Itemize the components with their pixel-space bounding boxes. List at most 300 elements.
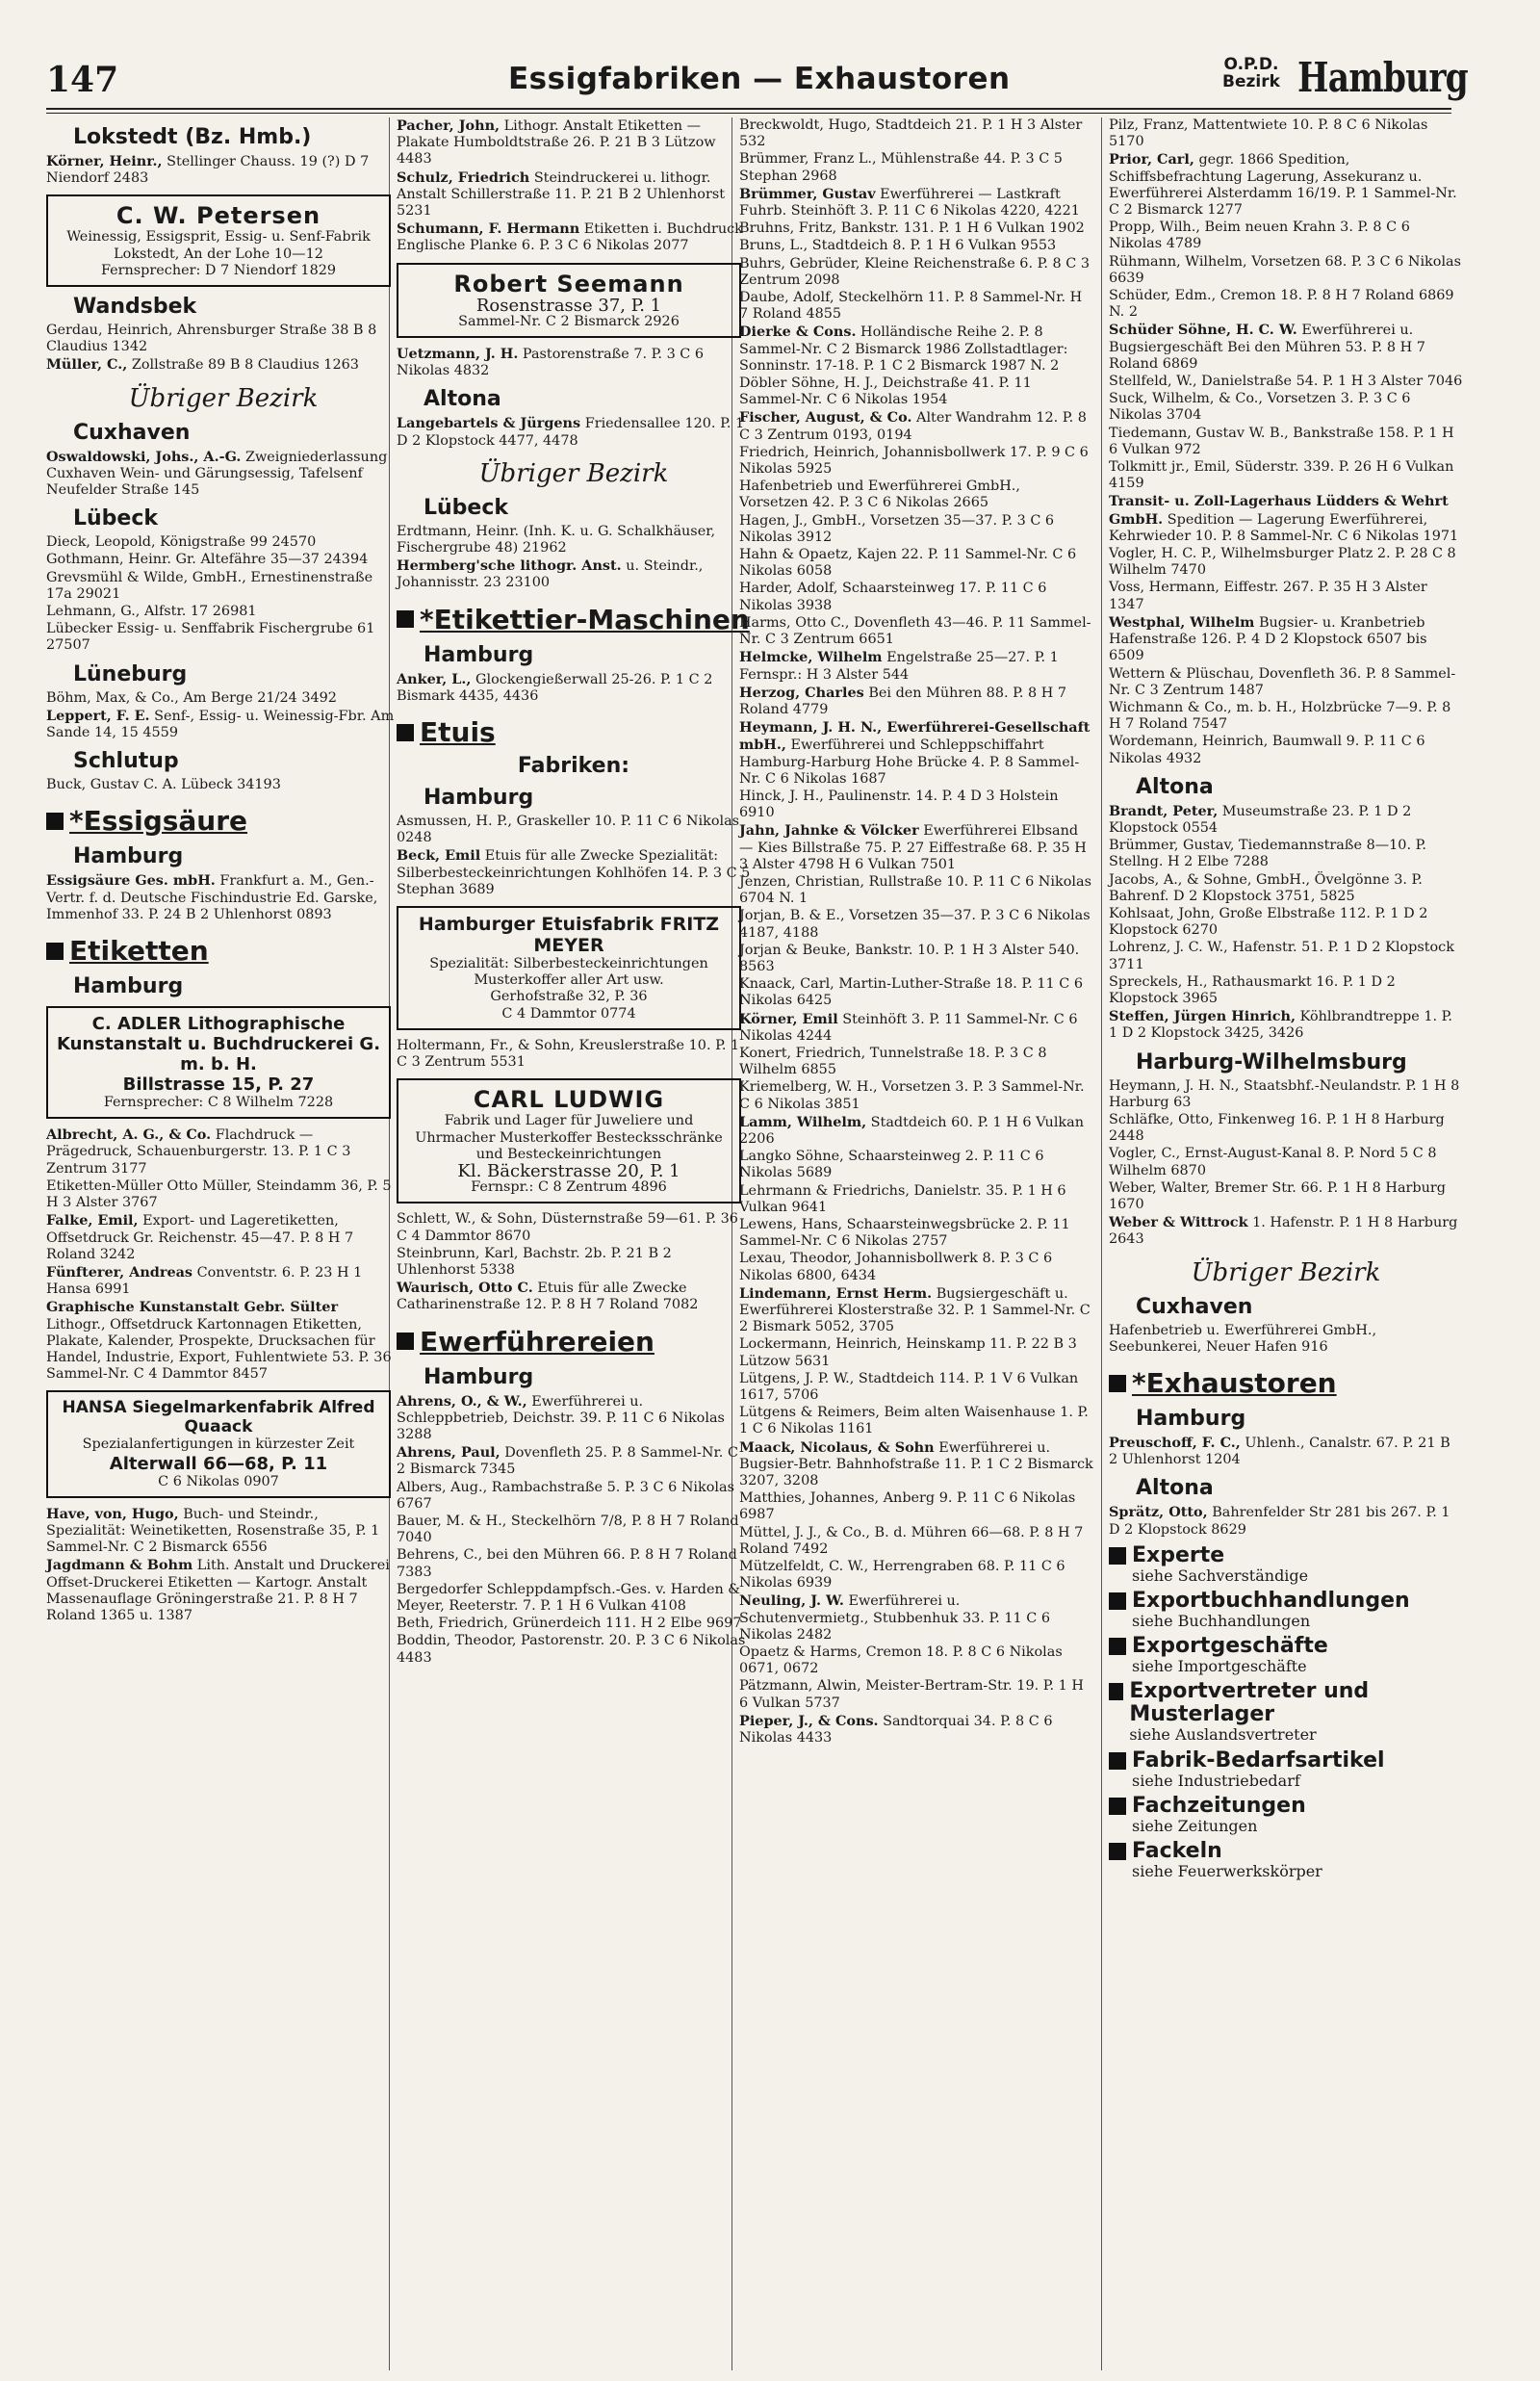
advert-text: Fabrik und Lager für Juweliere und Uhrmacher Musterkoffer Bestecksschränke und Besteckeinrichtungen — [415, 1113, 723, 1162]
section-square-icon — [397, 610, 414, 628]
advert-title: HANSA Siegelmarkenfabrik Alfred Quaack — [62, 1398, 375, 1437]
section-square-icon — [397, 1333, 414, 1350]
column-1 — [46, 117, 400, 1625]
entry-name: Pieper, J., & Cons. — [739, 1712, 879, 1729]
list-item — [46, 1557, 400, 1624]
entry-name: Uetzmann, J. H. — [397, 346, 519, 363]
advert-text: Kl. Bäckerstrasse 20, P. 1 — [457, 1160, 680, 1181]
advert-box — [397, 1078, 741, 1203]
entry-name: Oswaldowski, Johs., A.-G. — [46, 448, 242, 465]
advert-text: Sammel-Nr. C 2 Bismarck 2926 — [458, 313, 680, 329]
entry-name: Ahrens, O., & W., — [397, 1392, 527, 1410]
list-item: Opaetz & Harms, Cremon 18. P. 8 C 6 Nikolas 0671, 0672 — [739, 1644, 1063, 1677]
list-item — [739, 186, 1093, 220]
list-item: Daube, Adolf, Steckelhörn 11. P. 8 Sammel-Nr. H 7 Roland 4855 — [739, 290, 1083, 323]
entry-text: Zollstraße 89 B 8 Claudius 1263 — [131, 357, 359, 374]
section-square-icon — [1109, 1798, 1126, 1815]
cross-reference — [1109, 1795, 1463, 1834]
entry-name: Schulz, Friedrich — [397, 168, 530, 186]
reference-title: Exportbuchhandlungen — [1132, 1589, 1410, 1614]
entry-name: Fünfterer, Andreas — [46, 1263, 193, 1281]
list-item: Stellfeld, W., Danielstraße 54. P. 1 H 3 Alster 7046 — [1109, 374, 1463, 390]
entry-name: Brandt, Peter, — [1109, 802, 1219, 819]
section-heading — [46, 935, 400, 967]
list-item — [739, 649, 1093, 683]
list-item — [739, 719, 1093, 788]
list-item: Breckwoldt, Hugo, Stadtdeich 21. P. 1 H 3 Alster 532 — [739, 117, 1083, 150]
list-item — [739, 1011, 1093, 1045]
list-item: Gothmann, Heinr. Gr. Altefähre 35—37 24394 — [46, 552, 369, 568]
list-item: Lexau, Theodor, Johannisbollwerk 8. P. 3 C 6 Nikolas 6800, 6434 — [739, 1251, 1053, 1283]
section-heading — [46, 805, 400, 837]
list-item: Tiedemann, Gustav W. B., Bankstraße 158. P. 1 H 6 Vulkan 972 — [1109, 425, 1454, 457]
entry-text: Lith. Anstalt und Druckerei Offset-Druckerei Etiketten — Kartogr. Anstalt Massenauflage Gröningerstraße 21. P. 8 H 7 Roland 1365 u. 1387 — [46, 1558, 390, 1623]
entry-name: Körner, Emil — [739, 1010, 838, 1027]
entry-text: Bugsiergeschäft u. Ewerführerei Klosterstraße 32. P. 1 Sammel-Nr. C 2 Bismark 5052, 3705 — [739, 1285, 1091, 1335]
entry-text: Ewerführerei u. Schutenvermietg., Stubbenhuk 33. P. 11 C 6 Nikolas 2482 — [739, 1593, 1050, 1643]
list-item — [1109, 1435, 1463, 1468]
entry-name: Langebartels & Jürgens — [397, 415, 581, 432]
section-title: *Essigsäure — [69, 805, 248, 838]
cross-reference — [1109, 1749, 1463, 1789]
list-item: Bruns, L., Stadtdeich 8. P. 1 H 6 Vulkan 9553 — [739, 238, 1057, 254]
reference-title: Experte — [1132, 1542, 1225, 1567]
entry-name: Helmcke, Wilhelm — [739, 649, 883, 666]
entry-text: Ewerführerei u. Schleppbetrieb, Deichstr. 39. P. 11 C 6 Nikolas 3288 — [397, 1393, 725, 1442]
entry-name: Lamm, Wilhelm, — [739, 1113, 867, 1130]
header-rule-thin — [46, 113, 1451, 114]
section-square-icon — [1109, 1752, 1126, 1770]
list-item — [46, 449, 400, 500]
advert-text: Weinessig, Essigsprit, Essig- u. Senf-Fabrik — [66, 229, 371, 246]
city-heading: Cuxhaven — [73, 420, 191, 445]
advert-text: Gerhofstraße 32, P. 36 — [490, 989, 648, 1005]
list-item: Spreckels, H., Rathausmarkt 16. P. 1 D 2 Klopstock 3965 — [1109, 973, 1396, 1006]
list-item: Hagen, J., GmbH., Vorsetzen 35—37. P. 3 C 6 Nikolas 3912 — [739, 512, 1055, 545]
entry-text: Export- und Lageretiketten, Offsetdruck Gr. Reichenstr. 45—47. P. 8 H 7 Roland 3242 — [46, 1213, 354, 1262]
reference-see: siehe Sachverständige — [1132, 1566, 1309, 1585]
list-item — [46, 708, 400, 741]
list-item: Lütgens, J. P. W., Stadtdeich 114. P. 1 V 6 Vulkan 1617, 5706 — [739, 1370, 1079, 1404]
city-heading: Hamburg — [424, 786, 534, 811]
entry-name: Körner, Heinr., — [46, 153, 163, 169]
advert-text: Spezialität: Silberbesteckeinrichtungen Musterkoffer aller Art usw. — [429, 956, 708, 989]
entry-name: Ahrens, Paul, — [397, 1444, 500, 1462]
advert-title: Robert Seemann — [453, 270, 684, 298]
entry-text: Stadtdeich 60. P. 1 H 6 Vulkan 2206 — [739, 1114, 1084, 1147]
entry-name: Herzog, Charles — [739, 684, 864, 701]
list-item — [46, 1299, 400, 1383]
list-item — [46, 153, 400, 187]
column-2 — [397, 117, 751, 1668]
list-item: Bauer, M. & H., Steckelhörn 7/8, P. 8 H 7 Roland 7040 — [397, 1513, 739, 1546]
entry-text: Flachdruck — Prägedruck, Schauenburgerstr. 13. P. 1 C 3 Zentrum 3177 — [46, 1127, 351, 1177]
advert-text: Fernsprecher: D 7 Niendorf 1829 — [100, 262, 337, 278]
list-item: Buhrs, Gebrüder, Kleine Reichenstraße 6. P. 8 C 3 Zentrum 2098 — [739, 255, 1090, 288]
city-heading: Hamburg — [1136, 1407, 1246, 1431]
city-heading: Hamburg — [424, 1364, 534, 1389]
list-item: Brümmer, Gustav, Tiedemannstraße 8—10. P. Stellng. H 2 Elbe 7288 — [1109, 838, 1426, 870]
reference-title: Fackeln — [1132, 1839, 1222, 1864]
entry-text: Bahrenfelder Str 281 bis 267. P. 1 D 2 Klopstock 8629 — [1109, 1505, 1450, 1538]
list-item: Mützelfeldt, C. W., Herrengraben 68. P. 11 C 6 Nikolas 6939 — [739, 1559, 1065, 1592]
list-item — [397, 1280, 751, 1313]
list-item: Lübecker Essig- u. Senffabrik Fischergrube 61 27507 — [46, 621, 375, 654]
section-square-icon — [1109, 1375, 1126, 1392]
section-heading — [397, 604, 751, 635]
reference-see: siehe Feuerwerkskörper — [1132, 1862, 1322, 1881]
section-square-icon — [1109, 1683, 1123, 1700]
entry-text: Museumstraße 23. P. 1 D 2 Klopstock 0554 — [1109, 803, 1412, 836]
section-square-icon — [46, 943, 64, 960]
district-heading: Übriger Bezirk — [1191, 1257, 1381, 1287]
entry-text: Dovenfleth 25. P. 8 Sammel-Nr. C 2 Bismarck 7345 — [397, 1445, 738, 1478]
entry-name: Dierke & Cons. — [739, 324, 857, 341]
list-item: Lockermann, Heinrich, Heinskamp 11. P. 22 B 3 Lützow 5631 — [739, 1336, 1077, 1369]
entry-text: Senf-, Essig- u. Weinessig-Fbr. Am Sande 14, 15 4559 — [46, 708, 395, 741]
reference-title: Fachzeitungen — [1132, 1793, 1306, 1818]
list-item: Vogler, C., Ernst-August-Kanal 8. P. Nord 5 C 8 Wilhelm 6870 — [1109, 1146, 1437, 1178]
entry-text: Conventstr. 6. P. 23 H 1 Hansa 6991 — [46, 1264, 363, 1298]
entry-text: Alter Wandrahm 12. P. 8 C 3 Zentrum 0193, 0194 — [739, 410, 1087, 443]
entry-name: Prior, Carl, — [1109, 151, 1194, 168]
column-3 — [739, 117, 1093, 1747]
list-item: Voss, Hermann, Eiffestr. 267. P. 35 H 3 Alster 1347 — [1109, 580, 1427, 612]
entry-name: Graphische Kunstanstalt Gebr. Sülter — [46, 1299, 339, 1316]
entry-text: Etuis für alle Zwecke Catharinenstraße 12. P. 8 H 7 Roland 7082 — [397, 1281, 699, 1313]
entry-text: Bugsier- u. Kranbetrieb Hafenstraße 126. P. 4 D 2 Klopstock 6507 bis 6509 — [1109, 614, 1427, 664]
entry-text: Zweigniederlassung Cuxhaven Wein- und Gärungsessig, Tafelsenf Neufelder Straße 145 — [46, 449, 388, 499]
entry-text: Bei den Mühren 88. P. 8 H 7 Roland 4779 — [739, 685, 1067, 717]
list-item: Beth, Friedrich, Grünerdeich 111. H 2 Elbe 9697 — [397, 1616, 742, 1632]
list-item — [1109, 322, 1463, 373]
list-item: Vogler, H. C. P., Wilhelmsburger Platz 2. P. 28 C 8 Wilhelm 7470 — [1109, 546, 1456, 579]
list-item: Grevsmühl & Wilde, GmbH., Ernestinenstraße 17a 29021 — [46, 569, 373, 602]
list-item: Propp, Wilh., Beim neuen Krahn 3. P. 8 C 6 Nikolas 4789 — [1109, 220, 1410, 252]
cross-reference-list — [1109, 1544, 1463, 1879]
advert-box — [46, 1390, 391, 1497]
list-item: Kriemelberg, W. H., Vorsetzen 3. P. 3 Sammel-Nr. C 6 Nikolas 3851 — [739, 1079, 1085, 1112]
list-item: Jorjan & Beuke, Bankstr. 10. P. 1 H 3 Alster 540. 8563 — [739, 942, 1080, 974]
list-item — [1109, 493, 1463, 545]
entry-name: Brümmer, Gustav — [739, 185, 876, 202]
entry-name: Lindemann, Ernst Herm. — [739, 1284, 933, 1302]
list-item — [739, 1592, 1093, 1643]
advert-text: Lokstedt, An der Lohe 10—12 — [114, 246, 323, 262]
entry-text: Engelstraße 25—27. P. 1 Fernspr.: H 3 Alster 544 — [739, 650, 1059, 683]
advert-title: C. ADLER Lithographische Kunstanstalt u. Buchdruckerei G. m. b. H. — [56, 1014, 381, 1075]
entry-name: Anker, L., — [397, 670, 472, 687]
entry-text: Etiketten i. Buchdruck Englische Planke 6. P. 3 C 6 Nikolas 2077 — [397, 221, 743, 254]
city-heading: Lübeck — [73, 506, 159, 531]
section-title: *Etikettier-Maschinen — [420, 603, 750, 635]
city-heading: Lübeck — [424, 495, 509, 520]
district-heading: Übriger Bezirk — [478, 458, 669, 488]
city-heading: Altona — [1136, 1476, 1214, 1501]
advert-text: Fernspr.: C 8 Zentrum 4896 — [471, 1179, 667, 1196]
entry-text: Lithogr., Offsetdruck Kartonnagen Etiketten, Plakate, Kalender, Prospekte, Drucksachen für Handel, Industrie, Export, Fuhlentwiete 53. P. 36 Sammel-Nr. C 4 Dammtor 8457 — [46, 1316, 392, 1383]
entry-text: gegr. 1866 Spedition, Schiffsbefrachtung Lagerung, Assekuranz u. Ewerführerei Alsterdamm 16/19. P. 1 Sammel-Nr. C 2 Bismarck 1277 — [1109, 152, 1457, 219]
list-item: Buck, Gustav C. A. Lübeck 34193 — [46, 777, 281, 793]
list-item: Brümmer, Franz L., Mühlenstraße 44. P. 3 C 5 Stephan 2968 — [739, 151, 1063, 184]
section-title: Ewerführereien — [420, 1325, 654, 1358]
list-item: Wettern & Plüschau, Dovenfleth 36. P. 8 Sammel-Nr. C 3 Zentrum 1487 — [1109, 665, 1456, 698]
list-item: Jorjan, B. & E., Vorsetzen 35—37. P. 3 C 6 Nikolas 4187, 4188 — [739, 908, 1091, 941]
city-heading: Hamburg — [424, 642, 534, 667]
cross-reference — [1109, 1840, 1463, 1879]
entry-text: Ewerführerei — Lastkraft Fuhrb. Steinhöft 3. P. 11 C 6 Nikolas 4220, 4221 — [739, 186, 1080, 220]
list-item — [397, 346, 751, 379]
entry-name: Westphal, Wilhelm — [1109, 613, 1255, 631]
entry-name: Falke, Emil, — [46, 1212, 139, 1229]
list-item: Müttel, J. J., & Co., B. d. Mühren 66—68. P. 8 H 7 Roland 7492 — [739, 1524, 1084, 1557]
list-item: Wordemann, Heinrich, Baumwall 9. P. 11 C 6 Nikolas 4932 — [1109, 734, 1425, 766]
city-heading: Cuxhaven — [1136, 1294, 1253, 1319]
section-square-icon — [1109, 1638, 1126, 1655]
entry-name: Have, von, Hugo, — [46, 1505, 179, 1522]
entry-name: Weber & Wittrock — [1109, 1214, 1248, 1231]
entry-name: Hermberg'sche lithogr. Anst. — [397, 557, 622, 575]
list-item: Weber, Walter, Bremer Str. 66. P. 1 H 8 Harburg 1670 — [1109, 1179, 1446, 1212]
entry-name: Heymann, J. H. N., Ewerführerei-Gesellschaft mbH., — [739, 719, 1091, 754]
list-item: Suck, Wilhelm, & Co., Vorsetzen 3. P. 3 C 6 Nikolas 3704 — [1109, 391, 1411, 424]
list-item: Behrens, C., bei den Mühren 66. P. 8 H 7 Roland 7383 — [397, 1547, 737, 1580]
entry-text: Glockengießerwall 25-26. P. 1 C 2 Bismark 4435, 4436 — [397, 671, 713, 704]
section-square-icon — [397, 724, 414, 741]
advert-box — [397, 263, 741, 338]
list-item: Lehrmann & Friedrichs, Danielstr. 35. P. 1 H 6 Vulkan 9641 — [739, 1182, 1066, 1215]
list-item — [397, 169, 751, 220]
list-item — [1109, 614, 1463, 665]
list-item: Asmussen, H. P., Graskeller 10. P. 11 C 6 Nikolas 0248 — [397, 814, 740, 846]
list-item — [46, 1506, 400, 1557]
section-heading — [397, 716, 751, 748]
list-item: Schläfke, Otto, Finkenweg 16. P. 1 H 8 Harburg 2448 — [1109, 1111, 1445, 1145]
list-item — [397, 1393, 751, 1444]
list-item: Kohlsaat, John, Große Elbstraße 112. P. 1 D 2 Klopstock 6270 — [1109, 905, 1428, 939]
list-item — [397, 415, 751, 449]
reference-see: siehe Auslandsvertreter — [1129, 1725, 1317, 1745]
reference-see: siehe Industriebedarf — [1132, 1771, 1300, 1790]
reference-title: Exportgeschäfte — [1132, 1634, 1328, 1659]
list-item — [46, 356, 400, 374]
subheading: Fabriken: — [517, 754, 630, 779]
column-divider — [1101, 117, 1102, 2370]
list-item — [739, 685, 1093, 718]
list-item: Jacobs, A., & Sohne, GmbH., Övelgönne 3. P. Bahrenf. D 2 Klopstock 3751, 5825 — [1109, 871, 1423, 904]
entry-name: Preuschoff, F. C., — [1109, 1435, 1241, 1451]
list-item: Tolkmitt jr., Emil, Süderstr. 339. P. 26 H 6 Vulkan 4159 — [1109, 459, 1454, 492]
list-item — [1109, 151, 1463, 219]
cross-reference — [1109, 1680, 1463, 1743]
list-item: Holtermann, Fr., & Sohn, Kreuslerstraße 10. P. 1 C 3 Zentrum 5531 — [397, 1037, 740, 1071]
advert-text: C 6 Nikolas 0907 — [158, 1473, 279, 1489]
page-title: Essigfabriken — Exhaustoren — [508, 62, 1011, 96]
entry-name: Transit- u. Zoll-Lagerhaus Lüdders & Wehrt GmbH. — [1109, 493, 1449, 528]
section-title: *Exhaustoren — [1132, 1367, 1337, 1399]
entry-text: Ewerführerei u. Bugsier-Betr. Bahnhofstraße 11. P. 1 C 2 Bismarck 3207, 3208 — [739, 1439, 1093, 1489]
section-title: Etiketten — [69, 935, 209, 968]
list-item: Döbler Söhne, H. J., Deichstraße 41. P. 11 Sammel-Nr. C 6 Nikolas 1954 — [739, 375, 1032, 408]
advert-box — [46, 194, 391, 287]
list-item: Erdtmann, Heinr. (Inh. K. u. G. Schalkhäuser, Fischergrube 48) 21962 — [397, 523, 716, 556]
column-4 — [1109, 117, 1463, 1885]
advert-title: Hamburger Etuisfabrik FRITZ MEYER — [418, 914, 720, 957]
list-item — [397, 671, 751, 705]
entry-name: Neuling, J. W. — [739, 1592, 844, 1610]
advert-text: Fernsprecher: C 8 Wilhelm 7228 — [103, 1095, 334, 1111]
city-heading: Altona — [424, 387, 501, 412]
entry-text: Ewerführerei u. Bugsiergeschäft Bei den Mühren 53. P. 8 H 7 Roland 6869 — [1109, 323, 1425, 372]
entry-text: Stellinger Chauss. 19 (?) D 7 Niendorf 2483 — [46, 154, 370, 187]
list-item — [1109, 1214, 1463, 1248]
list-item — [1109, 803, 1463, 837]
entry-name: Jahn, Jahnke & Völcker — [739, 822, 919, 840]
list-item: Lehmann, G., Alfstr. 17 26981 — [46, 604, 257, 620]
list-item — [46, 1264, 400, 1298]
list-item — [739, 1285, 1093, 1336]
list-item — [739, 1439, 1093, 1490]
entry-text: Ewerführerei und Schleppschiffahrt Hamburg-Harburg Hohe Brücke 4. P. 8 Sammel-Nr. C 6 Nikolas 1687 — [739, 738, 1080, 787]
city-heading: Wandsbek — [73, 295, 197, 320]
list-item: Jenzen, Christian, Rullstraße 10. P. 11 C 6 Nikolas 6704 N. 1 — [739, 873, 1091, 907]
advert-box — [46, 1006, 391, 1119]
entry-text: Köhlbrandtreppe 1. P. 1 D 2 Klopstock 3425, 3426 — [1109, 1009, 1452, 1042]
entry-text: Etuis für alle Zwecke Spezialität: Silberbesteckeinrichtungen Kohlhöfen 14. P. 3 C 5 Stephan 3689 — [397, 848, 751, 897]
list-item — [739, 1114, 1093, 1148]
list-item: Harms, Otto C., Dovenfleth 43—46. P. 11 Sammel-Nr. C 3 Zentrum 6651 — [739, 614, 1091, 648]
city-heading: Lüneburg — [73, 661, 188, 686]
list-item — [739, 324, 1093, 375]
list-item: Albers, Aug., Rambachstraße 5. P. 3 C 6 Nikolas 6767 — [397, 1479, 734, 1512]
reference-title: Fabrik-Bedarfsartikel — [1132, 1747, 1385, 1773]
section-title: Etuis — [420, 716, 496, 749]
list-item: Schüder, Edm., Cremon 18. P. 8 H 7 Roland 6869 N. 2 — [1109, 288, 1454, 321]
cross-reference — [1109, 1544, 1463, 1584]
list-item: Bruhns, Fritz, Bankstr. 131. P. 1 H 6 Vulkan 1902 — [739, 220, 1085, 237]
list-item: Hahn & Opaetz, Kajen 22. P. 11 Sammel-Nr. C 6 Nikolas 6058 — [739, 547, 1077, 580]
header-rule — [46, 108, 1451, 110]
cross-reference — [1109, 1590, 1463, 1629]
list-item — [739, 1713, 1093, 1747]
section-square-icon — [1109, 1547, 1126, 1565]
list-item: Friedrich, Heinrich, Johannisbollwerk 17. P. 9 C 6 Nikolas 5925 — [739, 444, 1089, 478]
section-heading — [1109, 1367, 1463, 1399]
city-heading: Lokstedt (Bz. Hmb.) — [73, 125, 312, 149]
entry-text: Holländische Reihe 2. P. 8 Sammel-Nr. C 2 Bismarck 1986 Zollstadtlager: Sonninstr. 17-18. P. 1 C 2 Bismarck 1987 N. 2 — [739, 324, 1068, 374]
entry-text: Uhlenh., Canalstr. 67. P. 21 B 2 Uhlenhorst 1204 — [1109, 1436, 1450, 1468]
list-item: Lohrenz, J. C. W., Hafenstr. 51. P. 1 D 2 Klopstock 3711 — [1109, 940, 1454, 972]
list-item: Pätzmann, Alwin, Meister-Bertram-Str. 19. P. 1 H 6 Vulkan 5737 — [739, 1678, 1084, 1711]
header-city: Hamburg — [1297, 54, 1468, 101]
list-item: Heymann, J. H. N., Staatsbhf.-Neulandstr. P. 1 H 8 Harburg 63 — [1109, 1077, 1460, 1110]
entry-text: u. Steindr., Johannisstr. 23 23100 — [397, 558, 704, 591]
list-item: Knaack, Carl, Martin-Luther-Straße 18. P. 11 C 6 Nikolas 6425 — [739, 976, 1083, 1009]
entry-name: Müller, C., — [46, 356, 128, 374]
advert-text: Billstrasse 15, P. 27 — [122, 1074, 315, 1096]
list-item: Lütgens & Reimers, Beim alten Waisenhause 1. P. 1 C 6 Nikolas 1161 — [739, 1405, 1089, 1437]
entry-name: Jagdmann & Bohm — [46, 1557, 193, 1574]
list-item — [397, 557, 751, 591]
reference-title: Exportvertreter und Musterlager — [1129, 1679, 1370, 1727]
section-heading — [397, 1326, 751, 1358]
list-item: Hafenbetrieb und Ewerführerei GmbH., Vorsetzen 42. P. 3 C 6 Nikolas 2665 — [739, 479, 1020, 511]
advert-title: C. W. Petersen — [116, 202, 321, 230]
entry-text: Steinhöft 3. P. 11 Sammel-Nr. C 6 Nikolas 4244 — [739, 1011, 1078, 1044]
entry-name: Schumann, F. Hermann — [397, 220, 580, 238]
list-item — [397, 1444, 751, 1478]
reference-see: siehe Buchhandlungen — [1132, 1612, 1311, 1631]
list-item: Langko Söhne, Schaarsteinweg 2. P. 11 C 6 Nikolas 5689 — [739, 1149, 1044, 1181]
entry-name: Maack, Nicolaus, & Sohn — [739, 1438, 935, 1456]
list-item: Rühmann, Wilhelm, Vorsetzen 68. P. 3 C 6 Nikolas 6639 — [1109, 253, 1462, 286]
list-item: Hinck, J. H., Paulinenstr. 14. P. 4 D 3 Holstein 6910 — [739, 788, 1059, 821]
entry-text: Frankfurt a. M., Gen.-Vertr. f. d. Deutsche Fischindustrie Ed. Garske, Immenhof 33. P. 24 B 2 Uhlenhorst 0893 — [46, 873, 378, 922]
entry-text: 1. Hafenstr. P. 1 H 8 Harburg 2643 — [1109, 1215, 1458, 1248]
entry-name: Steffen, Jürgen Hinrich, — [1109, 1008, 1296, 1025]
entry-text: Lithogr. Anstalt Etiketten — Plakate Humboldtstraße 26. P. 21 B 3 Lützow 4483 — [397, 118, 716, 168]
entry-name: Fischer, August, & Co. — [739, 409, 912, 427]
opd-label — [1222, 56, 1280, 91]
list-item: Boddin, Theodor, Pastorenstr. 20. P. 3 C 6 Nikolas 4483 — [397, 1633, 746, 1666]
entry-text: Pastorenstraße 7. P. 3 C 6 Nikolas 4832 — [397, 347, 705, 379]
section-square-icon — [46, 813, 64, 830]
list-item — [46, 1212, 400, 1263]
entry-name: Leppert, F. E. — [46, 707, 150, 724]
list-item — [397, 117, 751, 168]
list-item — [397, 847, 751, 898]
city-heading: Harburg-Wilhelmsburg — [1136, 1049, 1407, 1074]
list-item: Pilz, Franz, Mattentwiete 10. P. 8 C 6 Nikolas 5170 — [1109, 117, 1428, 150]
list-item: Konert, Friedrich, Tunnelstraße 18. P. 3 C 8 Wilhelm 6855 — [739, 1045, 1047, 1078]
entry-text: Buch- und Steindr., Spezialität: Weinetiketten, Rosenstraße 35, P. 1 Sammel-Nr. C 2 Bismarck 6556 — [46, 1506, 380, 1556]
list-item — [739, 822, 1093, 873]
entry-name: Waurisch, Otto C. — [397, 1280, 533, 1297]
reference-see: siehe Importgeschäfte — [1132, 1657, 1307, 1676]
city-heading: Hamburg — [73, 844, 184, 869]
list-item — [1109, 1504, 1463, 1538]
entry-text: Spedition — Lagerung Ewerführerei, Kehrwieder 10. P. 8 Sammel-Nr. C 6 Nikolas 1971 — [1109, 511, 1459, 544]
list-item — [739, 409, 1093, 443]
advert-text: Spezialanfertigungen in kürzester Zeit — [82, 1436, 355, 1453]
list-item: Böhm, Max, & Co., Am Berge 21/24 3492 — [46, 689, 337, 706]
city-heading: Schlutup — [73, 749, 179, 774]
list-item: Etiketten-Müller Otto Müller, Steindamm 36, P. 5 H 3 Alster 3767 — [46, 1178, 392, 1211]
advert-text: C 4 Dammtor 0774 — [501, 1005, 636, 1022]
advert-text: Rosenstrasse 37, P. 1 — [475, 295, 662, 316]
list-item: Steinbrunn, Karl, Bachstr. 2b. P. 21 B 2 Uhlenhorst 5338 — [397, 1245, 672, 1278]
list-item — [1109, 1008, 1463, 1042]
entry-name: Sprätz, Otto, — [1109, 1504, 1208, 1521]
list-item — [46, 872, 400, 923]
list-item: Harder, Adolf, Schaarsteinweg 17. P. 11 C 6 Nikolas 3938 — [739, 581, 1047, 613]
entry-name: Albrecht, A. G., & Co. — [46, 1126, 212, 1144]
entry-text: Sandtorquai 34. P. 8 C 6 Nikolas 4433 — [739, 1713, 1053, 1747]
city-heading: Altona — [1136, 774, 1214, 799]
advert-box — [397, 906, 741, 1030]
bezirk-text: Bezirk — [1222, 72, 1280, 91]
entry-text: Steindruckerei u. lithogr. Anstalt Schillerstraße 11. P. 21 B 2 Uhlenhorst 5231 — [397, 169, 725, 220]
entry-text: Ewerführerei Elbsand — Kies Billstraße 75. P. 27 Eiffestraße 68. P. 35 H 3 Alster 4798 H 6 Vulkan 7501 — [739, 823, 1087, 872]
entry-name: Beck, Emil — [397, 847, 481, 865]
advert-text: Alterwall 66—68, P. 11 — [109, 1453, 328, 1474]
page-header — [46, 54, 1468, 108]
opd-text: O.P.D. — [1223, 55, 1279, 74]
list-item: Wichmann & Co., m. b. H., Holzbrücke 7—9. P. 8 H 7 Roland 7547 — [1109, 699, 1451, 733]
entry-name: Essigsäure Ges. mbH. — [46, 872, 216, 890]
district-heading: Übriger Bezirk — [128, 383, 319, 413]
section-square-icon — [1109, 1843, 1126, 1860]
